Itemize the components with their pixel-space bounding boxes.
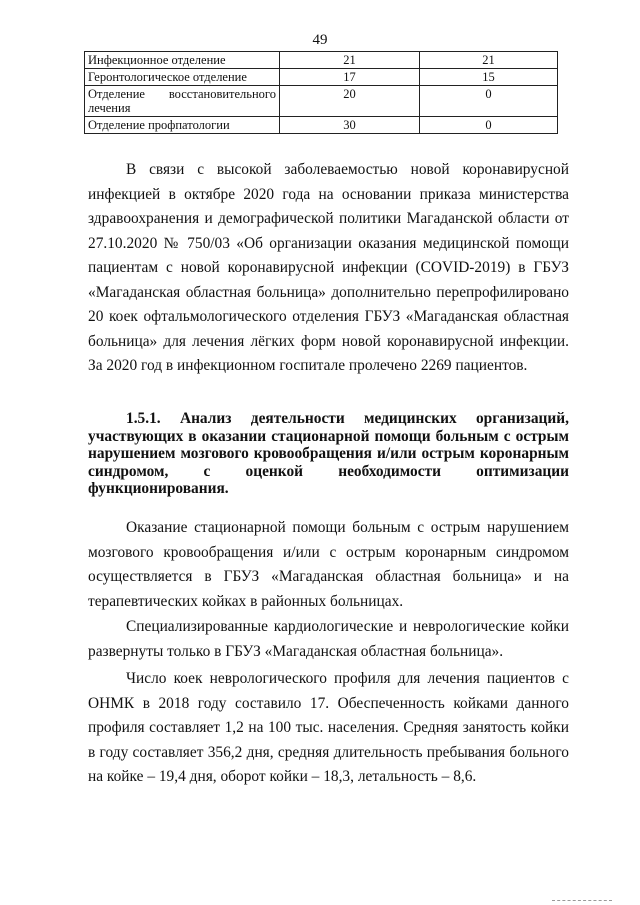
paragraph-neurology-beds: Число коек неврологического профиля для лечения пациентов с ОНМК в 2018 году составило 17. Обеспеченность койками данного профиля составляет 1,2 на 100 тыс. населения. Средняя занятость койки в году составляет 356,2 дня, средняя длительность пребывания больного на койке – 19,4 дня, оборот койки – 18,3, летальность – 8,6. xyxy=(88,670,569,785)
table-cell-department: Отделение профпатологии xyxy=(85,117,280,134)
paragraph-covid-reprofiling: В связи с высокой заболеваемостью новой коронавирусной инфекцией в октябре 2020 года на основании приказа министерства здравоохранения и демографической политики Магаданской области от 27.10.2020 № 750/03 «Об организации оказания медицинской помощи пациентам с новой коронавирусной инфекции (COVID-2019) в ГБУЗ «Магаданская областная больница» дополнительно перепрофилировано 20 коек офтальмологического отделения ГБУЗ «Магаданская областная больница» для лечения лёгких форм новой коронавирусной инфекции. За 2020 год в инфекционном госпитале пролечено 2269 пациентов. xyxy=(88,161,569,374)
table-row xyxy=(85,117,558,134)
page-number: 49 xyxy=(312,32,328,48)
footer-divider xyxy=(552,900,612,901)
table-cell-value: 21 xyxy=(280,52,420,69)
table-row xyxy=(85,86,558,117)
table-cell-value: 17 xyxy=(280,69,420,86)
departments-table xyxy=(84,51,558,134)
section-heading: 1.5.1. Анализ деятельности медицинских организаций, участвующих в оказании стационарной помощи больным с острым нарушением мозгового кровообращения и/или острым коронарным синдромом, с оценкой необходимости оптимизации функционирования. xyxy=(88,410,569,497)
paragraph-stationary-care: Оказание стационарной помощи больным с острым нарушением мозгового кровообращения и/или с острым коронарным синдромом осуществляется в ГБУЗ «Магаданская областная больница» и на терапевтических койках в районных больницах. xyxy=(88,519,569,610)
table-cell-value: 0 xyxy=(420,86,558,117)
table-cell-value: 21 xyxy=(420,52,558,69)
table-cell-department: Инфекционное отделение xyxy=(85,52,280,69)
table-cell-department: Геронтологическое отделение xyxy=(85,69,280,86)
table-row xyxy=(85,52,558,69)
table-cell-value: 20 xyxy=(280,86,420,117)
table-cell-value: 30 xyxy=(280,117,420,134)
table-row xyxy=(85,69,558,86)
paragraph-specialized-beds: Специализированные кардиологические и неврологические койки развернуты только в ГБУЗ «Магаданская областная больница». xyxy=(88,618,569,660)
table-cell-value: 15 xyxy=(420,69,558,86)
table-cell-department: Отделение восстановительного лечения xyxy=(85,86,280,117)
table-cell-value: 0 xyxy=(420,117,558,134)
